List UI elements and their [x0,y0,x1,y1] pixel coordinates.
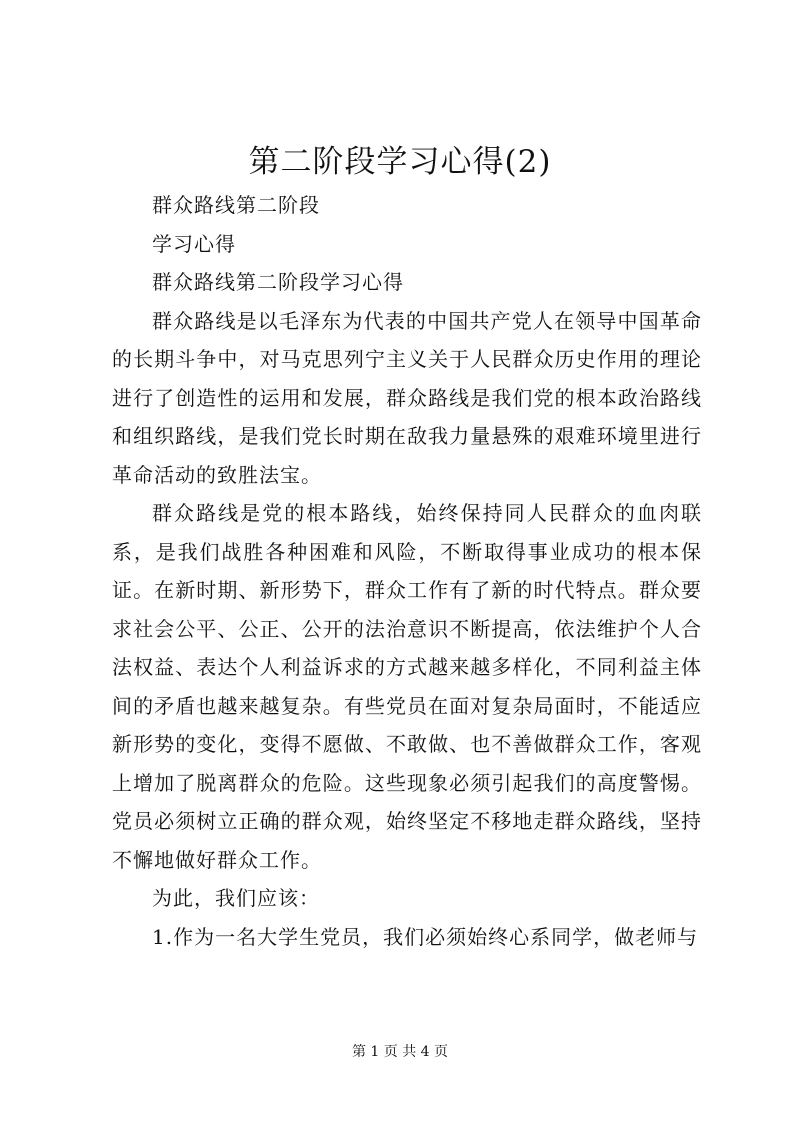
page-number-footer: 第 1 页 共 4 页 [351,1044,449,1060]
paragraph-heading-1: 群众路线第二阶段 [152,193,320,217]
document-body [112,186,702,956]
paragraph-heading-3: 群众路线第二阶段学习心得 [152,270,404,294]
paragraph-body-1: 群众路线是以毛泽东为代表的中国共产党人在领导中国革命的长期斗争中，对马克思列宁主义关于人民群众历史作用的理论进行了创造性的运用和发展，群众路线是我们党的根本政治路线和组织路线，是我们党长时期在敌我力量悬殊的艰难环境里进行革命活动的致胜法宝。 [112,308,702,487]
paragraph-body-4: 1.作为一名大学生党员，我们必须始终心系同学，做老师与 [152,924,699,949]
paragraph-body-2: 群众路线是党的根本路线，始终保持同人民群众的血肉联系，是我们战胜各种困难和风险，不断取得事业成功的根本保证。在新时期、新形势下，群众工作有了新的时代特点。群众要求社会公平、公正、公开的法治意识不断提高，依法维护个人合法权益、表达个人利益诉求的方式越来越多样化，不同利益主体间的矛盾也越来越复杂。有些党员在面对复杂局面时，不能适应新形势的变化，变得不愿做、不敢做、也不善做群众工作，客观上增加了脱离群众的危险。这些现象必须引起我们的高度警惕。党员必须树立正确的群众观，始终坚定不移地走群众路线，坚持不懈地做好群众工作。 [112,501,702,872]
document-title: 第二阶段学习心得(2) [248,144,552,180]
paragraph-heading-2: 学习心得 [152,231,236,256]
paragraph-body-3: 为此，我们应该： [152,886,320,910]
